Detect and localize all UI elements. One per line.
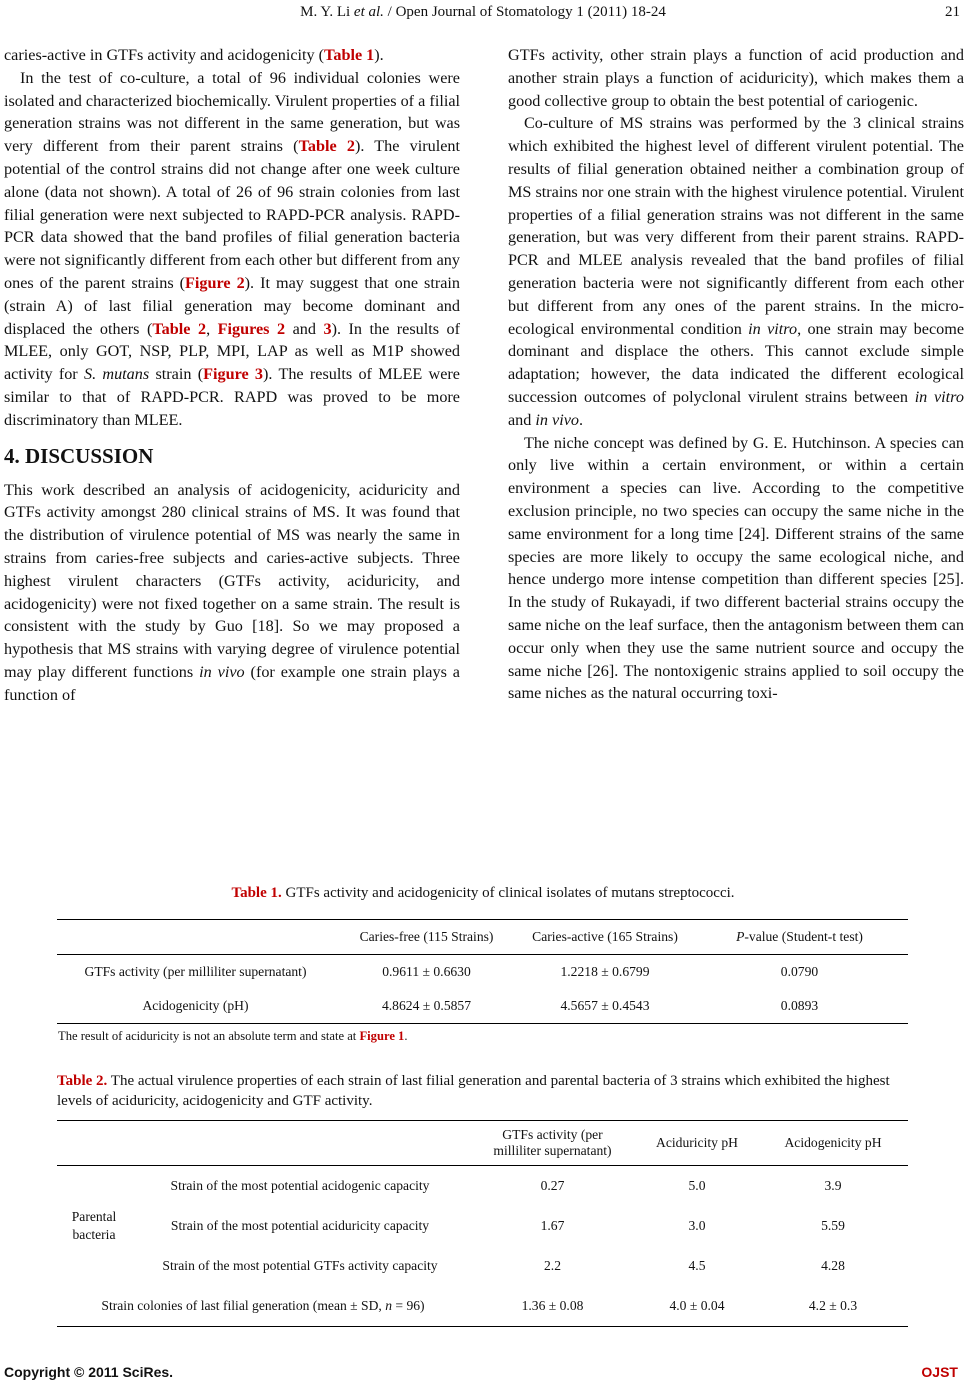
table-cell: 4.8624 ± 0.5857	[334, 989, 519, 1024]
table2-caption: Table 2. The actual virulence properties of each strain of last filial generation and parental bacteria of 3 strains which exhibited the highest levels of aciduricity, acidogenicity and GTF activity.	[57, 1073, 890, 1109]
table-row	[57, 1166, 908, 1207]
table-reference-link[interactable]: Table 2	[298, 137, 355, 156]
section-heading: 4. DISCUSSION	[4, 443, 154, 468]
table-cell: Acidogenicity (pH)	[57, 989, 334, 1024]
table-reference-link[interactable]: Table 2	[152, 319, 207, 338]
table-row	[57, 1286, 908, 1327]
table-cell: 5.59	[821, 1218, 845, 1233]
table-header-cell	[57, 1121, 131, 1166]
table-cell: 0.9611 ± 0.6630	[382, 964, 471, 979]
paragraph: Co-culture of MS strains was performed by the 3 clinical strains which exhibited the highest level of different virulent potential. The results of filial generation obtained neither a combination group of MS strains nor one strain with the highest virulence potential. Virulent properties of a filial generation strains was not different in the same generation, but was very different from their parent strains. RAPD-PCR and MLEE analysis revealed that the band profiles of filial generation bacteria were not significantly different from each other but different from any ones of the parent strains. In the micro-ecological environmental condition in vitro, one strain may become dominant and displace the others. This cannot exclude simple adaptation; however, the data indicated the different ecological succession outcomes of polyclonal virulent strains between in vitro and in vivo.	[508, 114, 964, 429]
page-header	[0, 2, 966, 22]
right-column	[508, 44, 964, 705]
table1-caption: Table 1. GTFs activity and acidogenicity of clinical isolates of mutans streptococci.	[231, 885, 735, 901]
table-cell: 2.2	[544, 1258, 561, 1273]
table-row	[57, 989, 908, 1024]
table-cell: Strain of the most potential aciduricity capacity	[170, 1218, 430, 1233]
table-cell: Strain of the most potential acidogenic capacity	[170, 1178, 430, 1193]
left-column	[4, 44, 460, 707]
figure-reference-link[interactable]: Figure 1	[359, 1029, 405, 1043]
table-cell: 3.9	[824, 1178, 842, 1193]
table-reference-link[interactable]: Table 1	[324, 46, 375, 64]
paragraph: The niche concept was defined by G. E. Hutchinson. A species can only live within a certain environment, or within a certain environment a species can live. According to the competitive exclusion principle, no two species can occupy the same niche in the same environment for a long time [24]. Different strains of the same species are more likely to occupy the same ecological niche, and hence undergo more intense competition than different species [25]. In the study of Rukayadi, if two different bacterial strains occupy the same niche on the leaf surface, then the antagonism between them can occur only when they use the same nutrient source and occupy the same niche [26]. The nontoxigenic strains applied to soil occupy the same niches as the natural occurring toxi-	[508, 433, 964, 703]
table-cell: 5.0	[688, 1178, 706, 1193]
paragraph: caries-active in GTFs activity and acidogenicity (Table 1).	[4, 46, 384, 64]
table-cell: 4.5657 ± 0.4543	[519, 989, 691, 1024]
paragraph: GTFs activity, other strain plays a function of acid production and another strain plays a function of aciduricity), which makes them a good collective group to obtain the best potential of cariogenic.	[508, 46, 964, 110]
paragraph: This work described an analysis of acidogenicity, aciduricity and GTFs activity amongst 280 clinical strains of MS. It was found that the distribution of virulence potential of MS was nearly the same in strains from caries-free subjects and caries-active subjects. Three highest virulent characters (GTFs activity, aciduricity, and acidogenicity) were not fixed together on a same strain. The result is consistent with the study by Guo [18]. So we may proposed a hypothesis that MS strains with varying degree of virulence potential may play different functions in vivo (for example one strain plays a function of	[4, 480, 460, 704]
table-header-cell: Aciduricity pH	[636, 1121, 758, 1166]
table-cell: Strain colonies of last filial generation (mean ± SD, n = 96)	[57, 1286, 469, 1327]
figure-reference-link[interactable]: Figure 3	[203, 365, 264, 384]
journal-abbreviation: OJST	[921, 1364, 958, 1380]
figure-reference-link[interactable]: Figures 2	[217, 319, 286, 338]
table-cell: 0.0790	[780, 964, 819, 979]
table-cell: Strain of the most potential GTFs activity capacity	[162, 1258, 438, 1273]
table-cell: 4.5	[688, 1258, 706, 1273]
copyright-notice: Copyright © 2011 SciRes.	[4, 1364, 174, 1380]
table-header-cell: Caries-free (115 Strains)	[334, 920, 519, 955]
table-header-cell	[57, 920, 334, 955]
table-cell: 4.28	[821, 1258, 845, 1273]
page-number: 21	[945, 4, 960, 20]
table-header-cell: Acidogenicity pH	[758, 1121, 908, 1166]
table-row	[57, 955, 908, 990]
table-cell: 1.67	[540, 1218, 565, 1233]
table-cell: GTFs activity (per milliliter supernatant)	[84, 964, 307, 979]
table-cell: 0.27	[540, 1178, 565, 1193]
table2	[57, 1120, 908, 1327]
table-row	[57, 1206, 908, 1246]
table-cell: 1.36 ± 0.08	[469, 1286, 636, 1327]
table-header-cell: GTFs activity (per milliliter supernatant)	[469, 1121, 636, 1166]
figure-reference-link[interactable]: Figure 2	[185, 273, 245, 292]
running-title-journal: / Open Journal of Stomatology 1 (2011) 18-24	[383, 4, 666, 20]
table1-note: The result of aciduricity is not an absolute term and state at Figure 1.	[58, 1029, 408, 1043]
table-row	[57, 1246, 908, 1286]
figure-reference-link[interactable]: 3	[323, 319, 332, 338]
table-cell: 0.0893	[691, 989, 908, 1024]
table-cell: 3.0	[688, 1218, 706, 1233]
table-cell: 4.0 ± 0.04	[636, 1286, 758, 1327]
table-cell: 1.2218 ± 0.6799	[560, 964, 650, 979]
table-group-label: Parental bacteria	[71, 1209, 117, 1242]
table1	[57, 919, 908, 1024]
running-title	[0, 4, 966, 21]
paragraph: In the test of co-culture, a total of 96 individual colonies were isolated and characterized biochemically. Virulent properties of a filial generation strains was not different in the same generation, but was very different from their parent strains (Table 2). The virulent potential of the control strains did not change after one week culture alone (data not shown). A total of 26 of 96 strain colonies from last filial generation were next subjected to RAPD-PCR analysis. RAPD-PCR data showed that the band profiles of filial generation bacteria were not significantly different from each other but different from any ones of the parent strains (Figure 2). It may suggest that one strain (strain A) of last filial generation may become dominant and displaced the others (Table 2, Figures 2 and 3). In the results of MLEE, only GOT, NSP, PLP, MPI, LAP as well as M1P showed activity for S. mutans strain (Figure 3). The results of MLEE were similar to that of RAPD-PCR. RAPD was proved to be more discriminatory than MLEE.	[4, 68, 461, 429]
table-header-cell: Caries-active (165 Strains)	[519, 920, 691, 955]
running-title-etal: et al.	[353, 4, 384, 20]
running-title-authors: M. Y. Li	[300, 4, 354, 20]
page-footer	[0, 1364, 966, 1384]
table-header-row	[57, 920, 908, 955]
table-header-cell: P-value (Student-t test)	[691, 920, 908, 955]
table-header-cell	[131, 1121, 469, 1166]
table-header-row	[57, 1121, 908, 1166]
table-cell: 4.2 ± 0.3	[758, 1286, 908, 1327]
